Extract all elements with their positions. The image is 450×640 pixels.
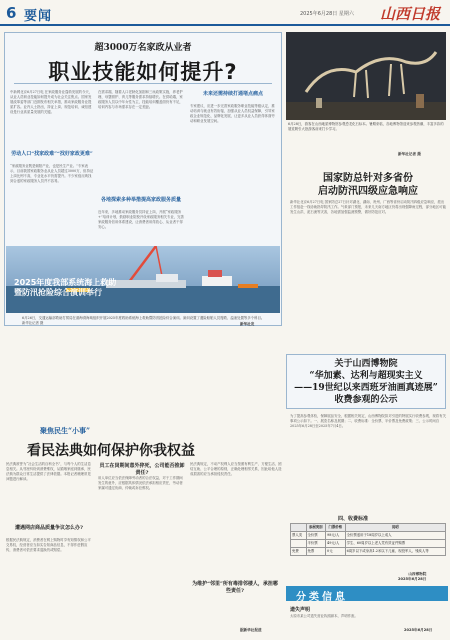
story2-col1-body: 民法典被誉为“社会生活的百科全书”，与每个人的生活息息相关。从邻里纠纷到消费维权，从婚姻家庭到继承，民法典为群众日常生活提供了法律依据。本报记者梳理常见问题进行解读。: [6, 462, 91, 481]
flood-response-headline: 国家防总针对多省份 启动防汛四级应急响应: [318, 173, 418, 197]
story2-question-1: 遭遇网店商品质量争议怎么办?: [15, 525, 83, 531]
table-cell: 0元: [326, 548, 346, 556]
divider: [14, 83, 272, 84]
flood-response-body: 新华社北京6月27日电 国家防总27日针对湖北、湖南、贵州、广西等省份启动防汛四级应急响应，派出工作组赴一线协助指导防汛工作。气象部门预报，未来几天南方地区仍将出现强降雨过程，部分地区可能发生山洪、泥石流等灾害，各地需加强监测预警，做好防范应对。: [290, 200, 446, 214]
table-cell: 49元/人: [326, 540, 346, 548]
lead-subhead-3: 未来还需持续打通堵点痛点: [202, 91, 263, 97]
lead-subhead-1: 劳动人口“找家政难”“找好家政更难”: [11, 151, 93, 157]
table-cell: 全价票适用于18周岁以上成人: [345, 532, 445, 540]
story2-question-3: 为维护“邻里”所有毒排邻楼人，承担哪些责任?: [192, 581, 278, 594]
table-cell: 免票: [306, 548, 326, 556]
table-cell: 6周岁以下或身高1.2米以下儿童、现役军人、残疾人等: [345, 548, 445, 556]
lead-col3-body: 专家建议，应进一步完善家政服务职业技能等级认定，推动培训与就业有效衔接，加强从业人员权益保障，引导家政企业规范化、品牌化发展，让更多从业人员获得体面劳动和职业发展空间。: [190, 104, 275, 123]
table-cell: 全价票: [306, 532, 326, 540]
notice-table-title: 四、收费标准: [338, 516, 369, 522]
lead-col2-body: 在需求端，随着人口老龄化加剧和三孩政策实施，养老护理、母婴照护、育儿等服务需求持续增长。在供给端，家政服务人员以中年女性为主，技能培训覆盖面仍有不足，培训内容与市场需求存在一定差距。: [98, 90, 183, 109]
classifieds-date: 2025年6月28日: [404, 628, 433, 632]
table-cell: 免费: [291, 548, 307, 556]
lead-col1b-body: “家政服务业既是朝阳产业，也是民生产业。”专家表示，目前我国家政服务业从业人员超过3000万，但持证上岗比例不高，专业化水平仍需提升。不少家庭反映找到合适的家政服务人员并不容易。: [10, 164, 94, 183]
table-cell: 票人类: [291, 532, 307, 540]
classifieds-title: 分类信息: [296, 592, 348, 603]
dinosaur-photo-caption: 6月28日，游客在山西地质博物馆参观恐龙化石标本。暑期来临，各地博物馆迎来参观热潮，丰富多彩的展览吸引大批游客前来打卡学习。: [288, 122, 444, 131]
table-cell: [291, 540, 307, 548]
story2-byline: 据新华社报道: [240, 628, 262, 632]
museum-notice-headline: 关于山西博物院 “华加素、达利与超现实主义 ——19世纪以来西班牙油画真迹展” 收费参观的公示: [294, 359, 438, 405]
photo-overlay-caption: 2025年度我部系统海上救助 暨防汛抢险综合演训举行: [14, 278, 117, 297]
table-cell: 学生、60周岁以上老人凭有效证件购票: [345, 540, 445, 548]
story2-col3-body: 民法典规定，不动产权利人应当按照有利生产、方便生活、团结互助、公平合理的原则，正确处理相邻关系，因此给他人造成损害的应当承担侵权责任。: [190, 462, 282, 476]
table-row: [291, 532, 446, 540]
fee-table: [290, 523, 446, 556]
dinosaur-photo-credit: 新华社记者 摄: [398, 152, 421, 156]
notice-signature: 山西博物院 2025年6月28日: [398, 572, 427, 581]
story2-section-label: 聚焦民生“小事”: [40, 426, 91, 435]
table-cell: 半价票: [306, 540, 326, 548]
lead-headline: 职业技能如何提升?: [48, 60, 238, 84]
section-title: 要闻: [24, 9, 53, 24]
classifieds-heading: 遗失声明: [290, 607, 311, 613]
lead-col1-body: 中新网北京6月27日电 在家政服务业蓬勃发展的今天，从业人员职业技能如何提升成为社会关注焦点。国家发展改革委等部门近期发布相关举措，推动家政服务业提质扩容。业内人士指出，持证上岗、规范培训、诚信建设是行业高质量发展的关键。: [10, 90, 93, 114]
issue-date: 2025年6月28日 星期六: [300, 11, 354, 17]
lead-subhead-2: 各地探索多种举措提高家政服务质量: [100, 197, 181, 203]
newspaper-logo: 山西日报: [380, 5, 441, 23]
story2-col2-body: 用人单位应当依法保障劳动者的合法权益，对于工作期间发生的意外，应根据具体情况依法承担相应责任，劳动者家属可通过协商、仲裁或诉讼维权。: [98, 476, 183, 490]
story2-headline: 看民法典如何保护你我权益: [27, 443, 195, 459]
table-cell: 98元/人: [326, 532, 346, 540]
table-row: [291, 540, 446, 548]
museum-notice-body: 为了提高参观体验，保障展品安全，根据相关规定，山西博物院拟对引进的特展实行收费参观，现将有关事项公示如下。一、展览名称及展期；二、收费标准：全价票、半价票及免费政策；三、公示时间自2025年6月28日至2025年7月4日。: [290, 414, 446, 428]
story2-question-2: 员工在岗期间意外猝死，公司能否推卸责任?: [99, 463, 185, 476]
table-header-cell: 门票价格: [326, 524, 346, 532]
photo-credit: 新华社发: [240, 322, 255, 326]
table-header-cell: 说明: [345, 524, 445, 532]
page-number: 6: [6, 4, 17, 22]
table-row: [291, 548, 446, 556]
dinosaur-exhibit-photo: [286, 32, 446, 120]
photo-caption: 6月26日，交通运输部救助打捞局在渤海湾海域组织开展2025年度救助系统海上救助暨防汛抢险综合演训。演训设置了遇险船舶人员搜救、溢油处置等多个科目。新华社记者 摄: [22, 316, 265, 325]
classifieds-body: 太原市某公司遗失营业执照副本，声明作废。: [290, 614, 358, 618]
table-header-cell: 参展类别: [306, 524, 326, 532]
story2-col1b-body: 根据民法典规定，消费者在网上购物时享有知情权和公平交易权，经营者应当如实告知商品信息，不得作虚假宣传，消费者可依法要求退换货或赔偿。: [6, 538, 91, 552]
table-header-row: [291, 524, 446, 532]
table-header-cell: [291, 524, 307, 532]
lead-col2b-body: 近年来，多地推动家政服务员持证上岗，开展“家政服务+”培训计划，鼓励职业院校开设家政服务相关专业，完善家政服务信用体系建设，让消费者用得放心、从业者干得安心。: [98, 210, 184, 229]
lead-kicker: 超3000万名家政从业者: [94, 43, 192, 53]
